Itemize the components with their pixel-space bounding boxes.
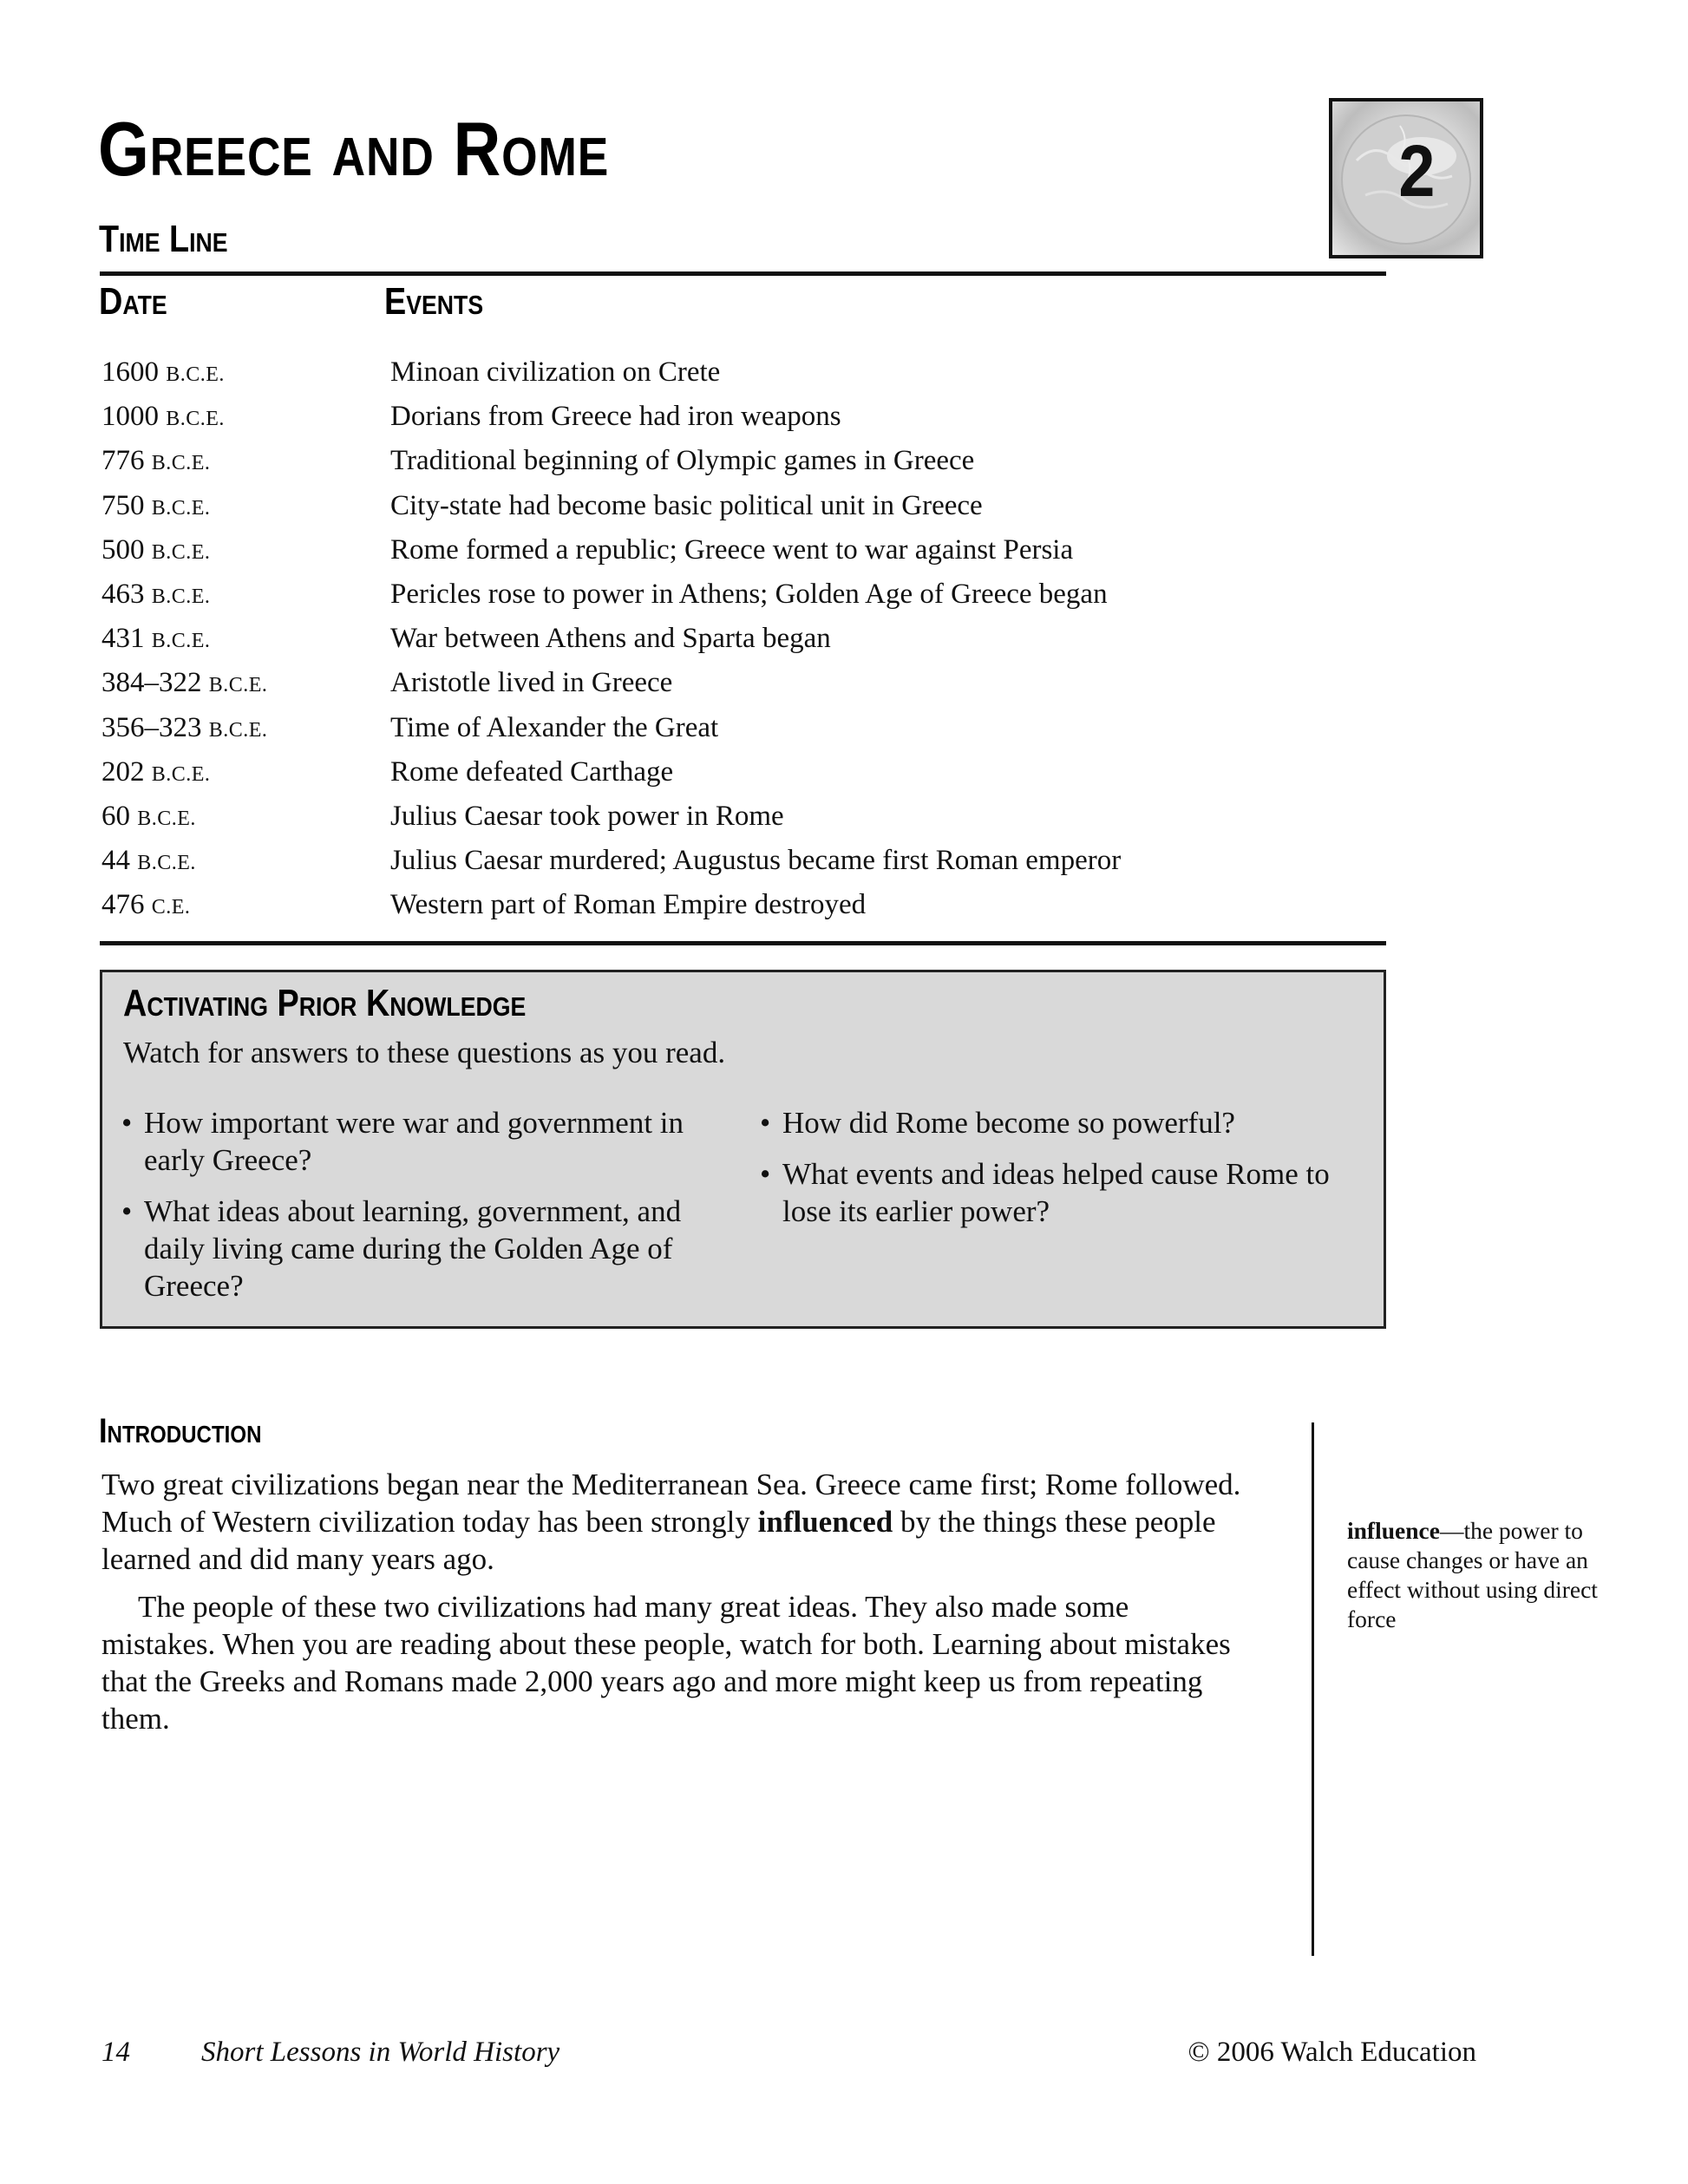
glossary-term: influence — [1347, 1517, 1440, 1544]
events-column-header: Events — [384, 280, 484, 323]
question-item — [760, 1104, 1367, 1141]
introduction-paragraph — [101, 1466, 1246, 1578]
divider — [100, 941, 1386, 945]
date-value: 776 — [101, 445, 145, 477]
date-value: 384–322 — [101, 667, 202, 699]
era-label: B.C.E. — [151, 630, 211, 653]
timeline-row — [101, 839, 1368, 883]
timeline-date — [101, 839, 196, 886]
timeline-date — [101, 706, 267, 753]
chapter-number: 2 — [1398, 130, 1436, 212]
timeline-event: Minoan civilization on Crete — [390, 356, 721, 388]
date-value: 60 — [101, 800, 130, 832]
timeline-event: Rome formed a republic; Greece went to war against Persia — [390, 533, 1074, 566]
timeline-date — [101, 395, 225, 441]
prior-knowledge-heading: Activating Prior Knowledge — [123, 982, 527, 1024]
timeline-row — [101, 883, 1368, 927]
timeline-event: Time of Alexander the Great — [390, 711, 719, 743]
glossary-definition: the power to cause changes or have an effect without using direct force — [1347, 1517, 1598, 1632]
question-text: How important were war and government in early Greece? — [144, 1106, 684, 1177]
introduction-heading: Introduction — [99, 1412, 262, 1450]
timeline-event: Dorians from Greece had iron weapons — [390, 401, 841, 433]
era-label: B.C.E. — [151, 452, 211, 475]
page-number: 14 — [101, 2037, 130, 2068]
timeline-date — [101, 661, 267, 708]
date-value: 44 — [101, 845, 130, 877]
date-value: 356–323 — [101, 711, 202, 743]
page-title: Greece and Rome — [98, 106, 610, 192]
prior-knowledge-intro: Watch for answers to these questions as you read. — [123, 1036, 726, 1069]
era-label: B.C.E. — [166, 363, 225, 386]
date-value: 202 — [101, 755, 145, 788]
date-value: 1600 — [101, 356, 159, 388]
timeline-row — [101, 484, 1368, 528]
question-list-right — [760, 1104, 1367, 1244]
question-text: How did Rome become so powerful? — [782, 1106, 1235, 1140]
date-value: 476 — [101, 889, 145, 921]
date-column-header: Date — [99, 280, 167, 323]
question-text: What events and ideas helped cause Rome to lose its earlier power? — [782, 1157, 1330, 1228]
margin-divider — [1312, 1422, 1314, 1956]
era-label: B.C.E. — [151, 496, 211, 520]
timeline-row — [101, 350, 1368, 395]
timeline-row — [101, 617, 1368, 661]
prior-knowledge-box — [100, 970, 1386, 1329]
divider — [100, 271, 1386, 276]
timeline-row — [101, 794, 1368, 839]
paragraph-text: by the things these people learned and did many years ago. — [101, 1505, 1216, 1576]
timeline-date — [101, 350, 225, 397]
era-label: B.C.E. — [137, 807, 196, 830]
timeline-row — [101, 661, 1368, 705]
question-item — [121, 1104, 720, 1179]
book-title: Short Lessons in World History — [201, 2037, 560, 2068]
paragraph-text: Two great civilizations began near the Mediterranean Sea. Greece came first; Rome followed. Much of Western civilization today has been strongly — [101, 1468, 1241, 1539]
timeline-row — [101, 750, 1368, 794]
question-item — [121, 1193, 720, 1305]
timeline-row — [101, 706, 1368, 750]
copyright: © 2006 Walch Education — [1187, 2037, 1476, 2068]
era-label: B.C.E. — [151, 540, 211, 564]
timeline-row — [101, 572, 1368, 617]
date-value: 1000 — [101, 401, 159, 433]
question-text: What ideas about learning, government, and daily living came during the Golden Age of Greece? — [144, 1194, 682, 1303]
timeline-date — [101, 617, 210, 664]
timeline-heading: Time Line — [99, 218, 228, 260]
date-value: 463 — [101, 578, 145, 610]
timeline-date — [101, 794, 196, 841]
timeline-event: Aristotle lived in Greece — [390, 667, 673, 699]
timeline-date — [101, 572, 210, 619]
timeline-event: Julius Caesar murdered; Augustus became first Roman emperor — [390, 845, 1122, 877]
timeline-date — [101, 750, 210, 797]
vocabulary-term: influenced — [757, 1505, 893, 1539]
timeline-event: Rome defeated Carthage — [390, 755, 674, 788]
timeline-event: Traditional beginning of Olympic games in Greece — [390, 445, 975, 477]
timeline-date — [101, 883, 190, 930]
era-label: B.C.E. — [166, 408, 225, 431]
question-list-left — [121, 1104, 720, 1318]
era-label: B.C.E. — [208, 674, 268, 697]
timeline-event: Western part of Roman Empire destroyed — [390, 889, 867, 921]
timeline-row — [101, 439, 1368, 483]
timeline-table — [101, 350, 1368, 927]
bullet-icon: • — [121, 1106, 133, 1140]
date-value: 500 — [101, 533, 145, 566]
bullet-icon: • — [760, 1157, 771, 1191]
bullet-icon: • — [121, 1194, 133, 1228]
era-label: B.C.E. — [151, 585, 211, 608]
timeline-row — [101, 395, 1368, 439]
introduction-body — [101, 1466, 1246, 1748]
date-value: 750 — [101, 489, 145, 521]
date-value: 431 — [101, 623, 145, 655]
era-label: C.E. — [151, 896, 191, 919]
chapter-badge — [1329, 98, 1483, 258]
question-item — [760, 1155, 1367, 1230]
timeline-row — [101, 528, 1368, 572]
introduction-paragraph: The people of these two civilizations had many great ideas. They also made some mistakes. When you are reading about these people, watch for both. Learning about mistakes that the Greeks and Romans made 2,000 years ago and more might keep us from repeating them. — [101, 1590, 1231, 1736]
timeline-event: War between Athens and Sparta began — [390, 623, 831, 655]
era-label: B.C.E. — [137, 852, 196, 875]
glossary-entry — [1347, 1516, 1599, 1634]
timeline-event: Julius Caesar took power in Rome — [390, 800, 784, 832]
bullet-icon: • — [760, 1106, 771, 1140]
timeline-date — [101, 439, 210, 486]
timeline-date — [101, 528, 210, 575]
era-label: B.C.E. — [208, 718, 268, 742]
timeline-event: City-state had become basic political unit in Greece — [390, 489, 983, 521]
glossary-separator: — — [1439, 1517, 1464, 1544]
timeline-date — [101, 484, 210, 531]
era-label: B.C.E. — [151, 762, 211, 786]
timeline-event: Pericles rose to power in Athens; Golden Age of Greece began — [390, 578, 1108, 610]
